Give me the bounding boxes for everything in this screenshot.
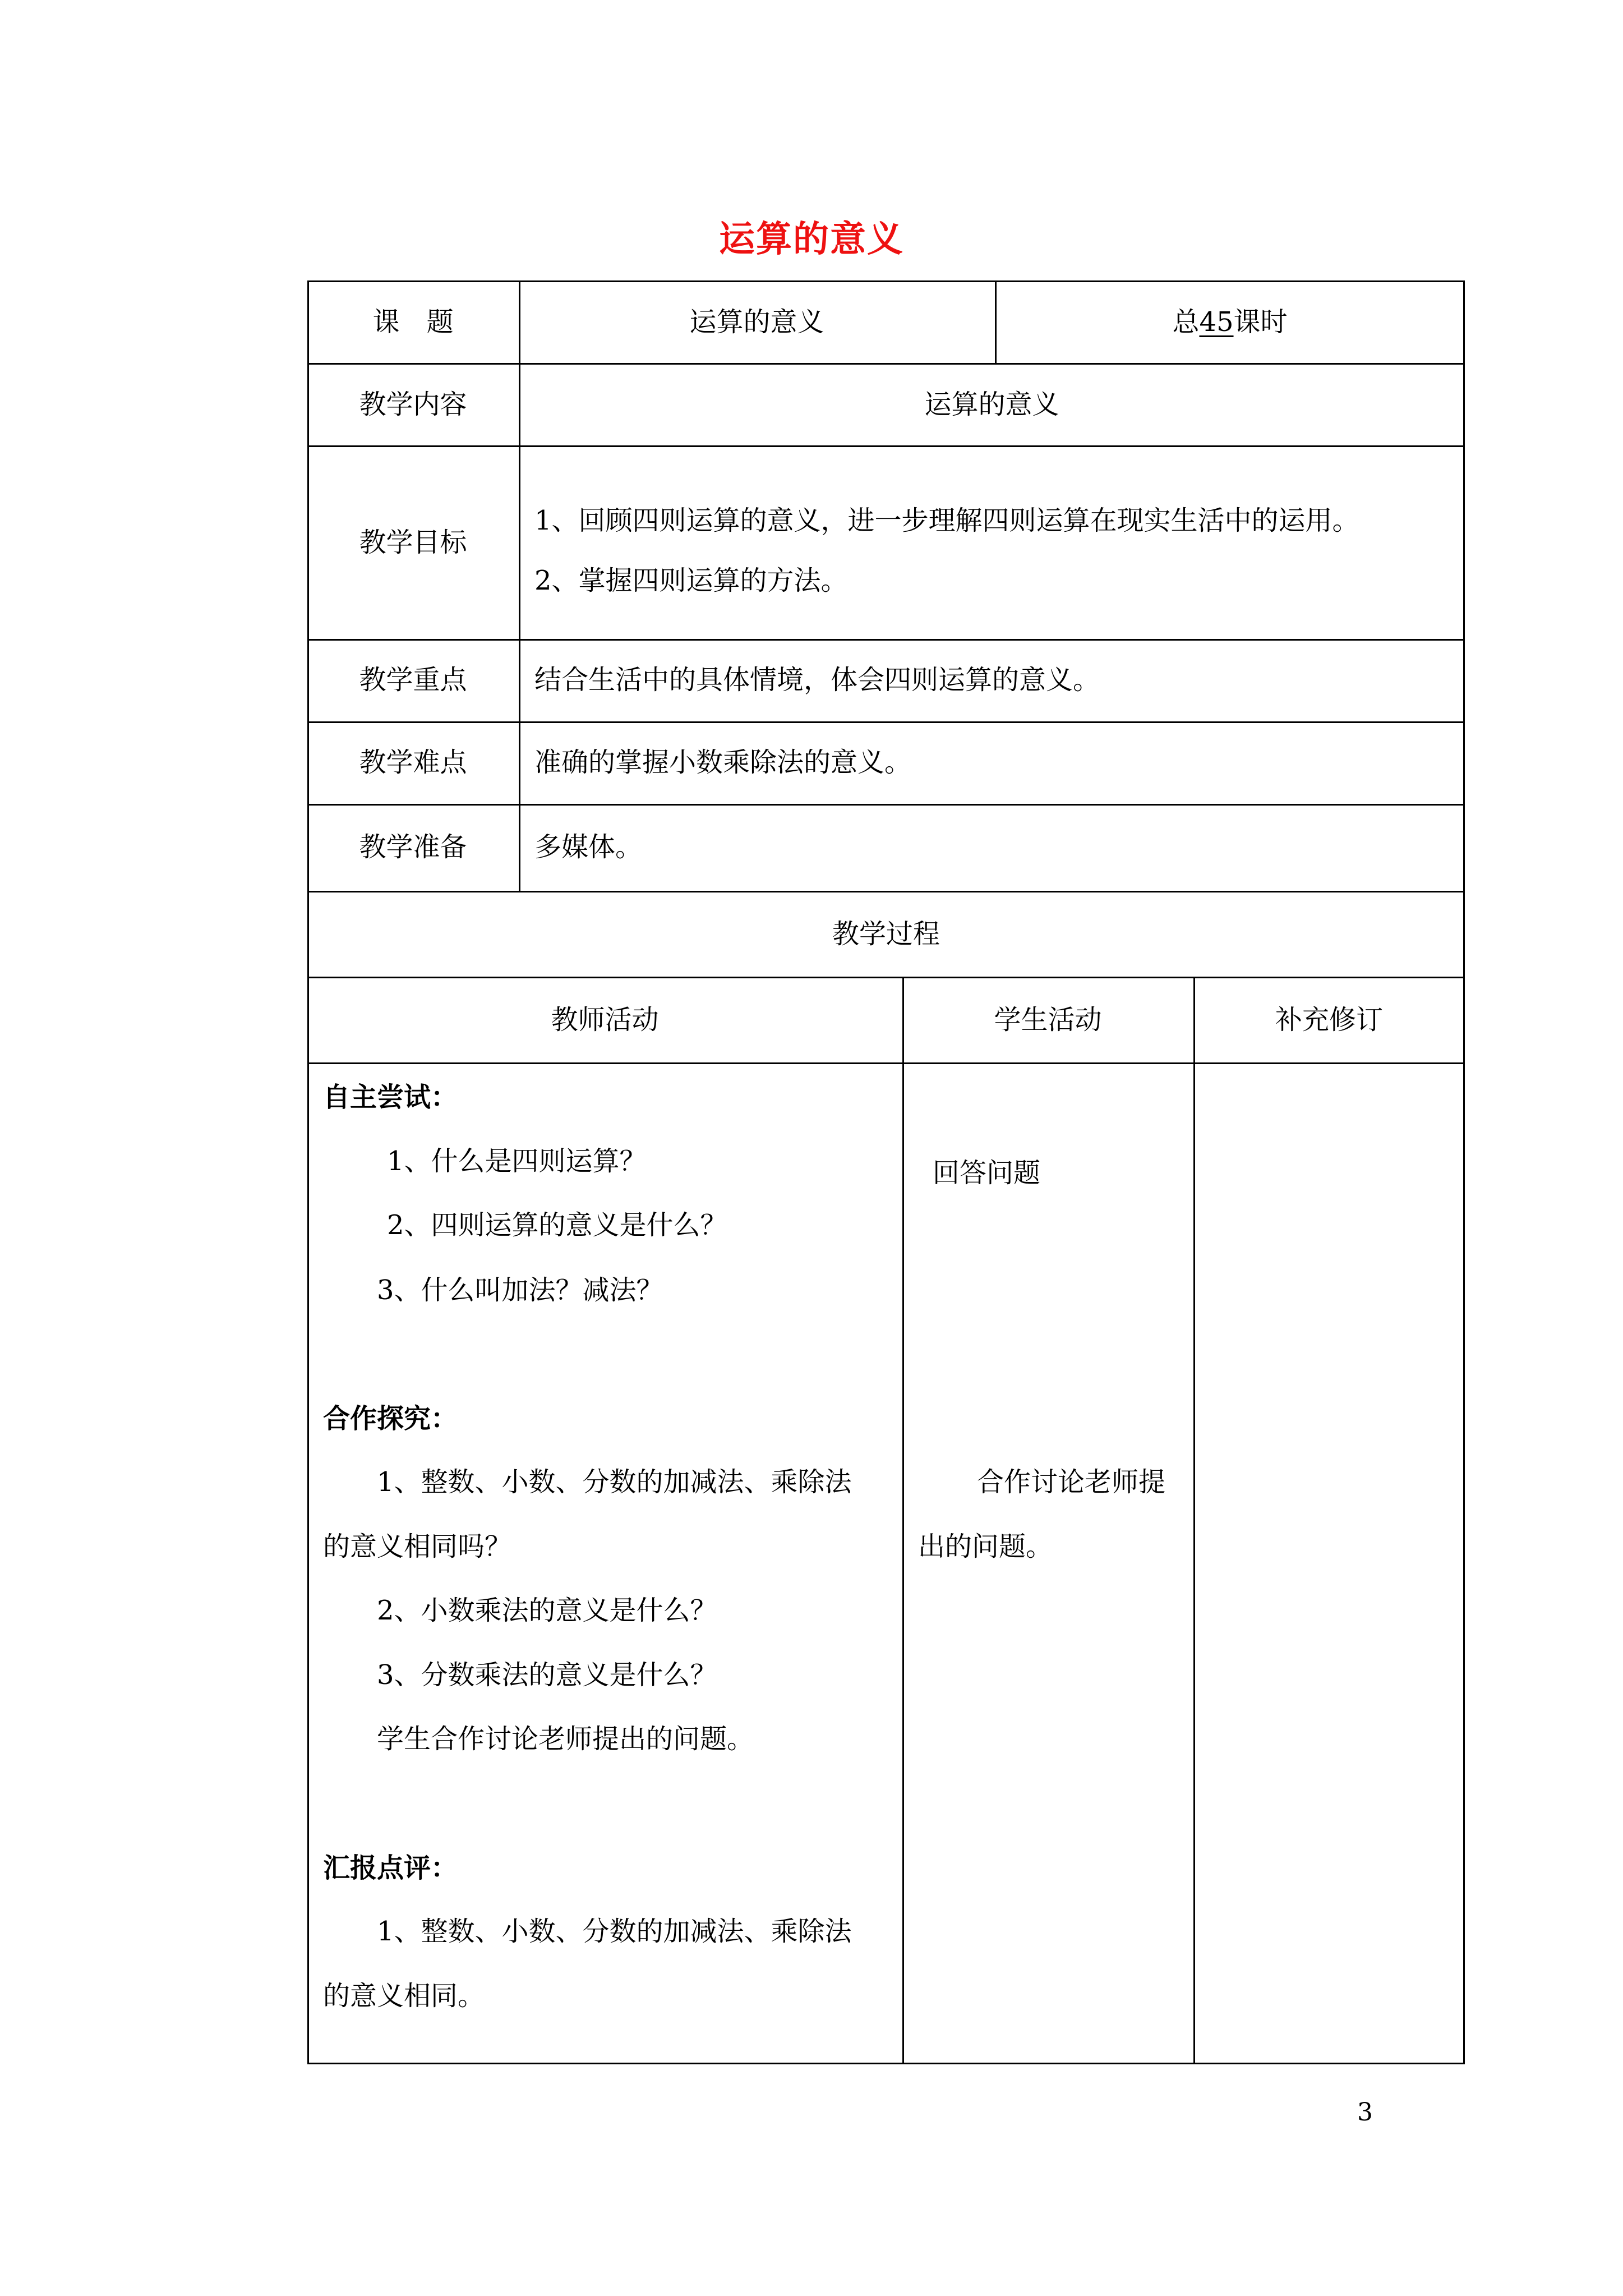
key-label: 教学重点 xyxy=(359,664,467,696)
row-divider xyxy=(307,804,1465,806)
topic-label: 课 题 xyxy=(372,306,454,338)
section-title-self-try: 自主尝试： xyxy=(323,1082,458,1113)
section-title-cooperate: 合作探究： xyxy=(323,1403,458,1434)
row-divider xyxy=(307,977,1465,978)
total-hours xyxy=(995,306,1465,338)
content-value: 运算的意义 xyxy=(924,389,1059,420)
prep-label: 教学准备 xyxy=(359,831,467,863)
teacher-item: 1、什么是四则运算？ xyxy=(387,1145,647,1177)
column-divider xyxy=(519,280,520,891)
teacher-item: 3、什么叫加法？减法？ xyxy=(377,1274,663,1306)
row-divider xyxy=(307,445,1465,447)
difficulty-label: 教学难点 xyxy=(359,747,467,778)
row-divider xyxy=(307,891,1465,892)
content-label: 教学内容 xyxy=(359,389,467,420)
teacher-item: 1、整数、小数、分数的加减法、乘除法 xyxy=(377,1916,852,1947)
column-divider xyxy=(902,977,904,2064)
row-divider xyxy=(307,721,1465,723)
goal-item: 1、回顾四则运算的意义，进一步理解四则运算在现实生活中的运用。 xyxy=(534,505,1359,536)
student-header: 学生活动 xyxy=(994,1004,1102,1036)
topic-value: 运算的意义 xyxy=(689,306,824,338)
section-title-report: 汇报点评： xyxy=(323,1852,458,1884)
teacher-header: 教师活动 xyxy=(551,1004,659,1036)
goal-item: 2、掌握四则运算的方法。 xyxy=(534,565,848,596)
student-answer-continued: 出的问题。 xyxy=(918,1531,1053,1562)
prep-value: 多媒体。 xyxy=(534,831,643,863)
row-divider xyxy=(307,363,1465,365)
teacher-item: 1、整数、小数、分数的加减法、乘除法 xyxy=(377,1466,852,1498)
hours-prefix: 总 xyxy=(1172,306,1200,338)
teacher-item-continued: 的意义相同吗？ xyxy=(323,1531,512,1562)
page-number: 3 xyxy=(1357,2098,1373,2127)
hours-suffix: 课时 xyxy=(1233,306,1288,338)
key-value: 结合生活中的具体情境，体会四则运算的意义。 xyxy=(534,664,1100,696)
teacher-item-continued: 的意义相同。 xyxy=(323,1980,485,2012)
hours-value: 45 xyxy=(1199,306,1234,338)
process-label: 教学过程 xyxy=(832,918,940,950)
teacher-item: 学生合作讨论老师提出的问题。 xyxy=(377,1723,754,1755)
student-answer: 回答问题 xyxy=(933,1157,1041,1189)
teacher-item: 2、小数乘法的意义是什么？ xyxy=(377,1595,717,1626)
page-title: 运算的意义 xyxy=(719,218,904,260)
teacher-item: 2、四则运算的意义是什么？ xyxy=(387,1209,727,1241)
column-divider xyxy=(1193,977,1195,2064)
difficulty-value: 准确的掌握小数乘除法的意义。 xyxy=(534,747,912,778)
teacher-item: 3、分数乘法的意义是什么？ xyxy=(377,1659,717,1691)
goals-label: 教学目标 xyxy=(359,527,467,558)
notes-header: 补充修订 xyxy=(1275,1004,1383,1036)
row-divider xyxy=(307,1062,1465,1064)
row-divider xyxy=(307,639,1465,641)
student-answer: 合作讨论老师提 xyxy=(977,1466,1166,1498)
